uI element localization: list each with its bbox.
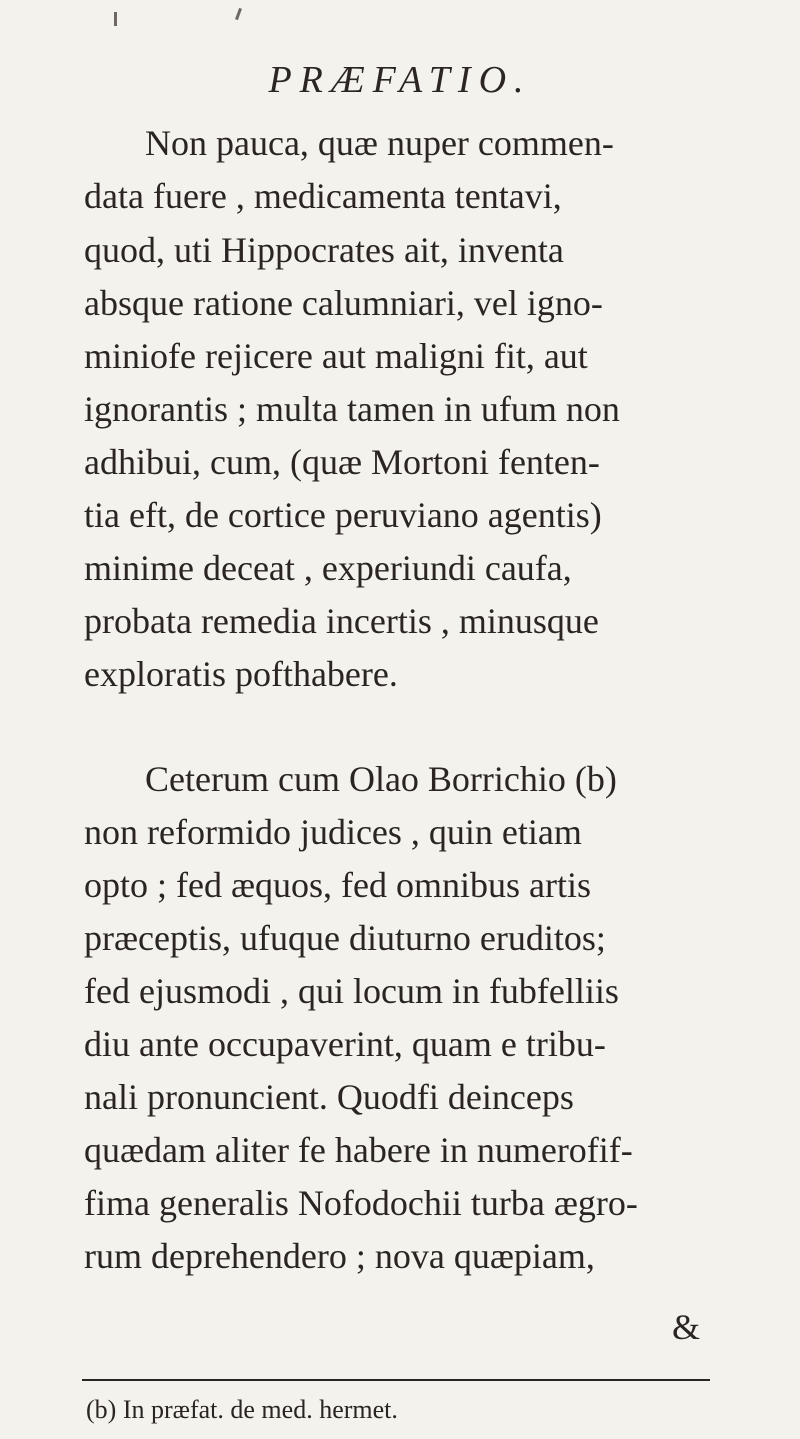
text-line-content: probata remedia incertis , minusque	[84, 601, 599, 641]
footnote: (b) In præfat. de med. hermet.	[86, 1395, 398, 1424]
print-speck	[114, 12, 117, 26]
catchword: &	[672, 1307, 701, 1347]
text-line-content: fima generalis Nofodochii turba ægro-	[84, 1183, 638, 1223]
text-line-content: quædam aliter fe habere in numerofif-	[84, 1130, 633, 1170]
text-line-content: præceptis, ufuque diuturno eruditos;	[84, 918, 606, 958]
text-line-content: rum deprehendero ; nova quæpiam,	[84, 1236, 595, 1276]
text-line-content: ignorantis ; multa tamen in ufum non	[84, 389, 620, 429]
text-line-content: fed ejusmodi , qui locum in fubfelliis	[84, 971, 619, 1011]
text-line-content: data fuere , medicamenta tentavi,	[84, 176, 562, 216]
text-line-content: non reformido judices , quin etiam	[84, 812, 582, 852]
running-title: PRÆFATIO.	[268, 59, 532, 101]
text-line-content: miniofe rejicere aut maligni fit, aut	[84, 336, 588, 376]
text-line-content: tia eft, de cortice peruviano agentis)	[84, 495, 602, 535]
print-speck	[235, 8, 242, 20]
text-line-content: opto ; fed æquos, fed omnibus artis	[84, 865, 591, 905]
text-line-content: exploratis pofthabere.	[84, 654, 398, 694]
text-line-content: absque ratione calumniari, vel igno-	[84, 283, 603, 323]
text-line-content: diu ante occupaverint, quam e tribu-	[84, 1024, 606, 1064]
footnote-rule	[82, 1379, 710, 1381]
text-line-content: Ceterum cum Olao Borrichio (b)	[145, 759, 617, 799]
text-line-content: quod, uti Hippocrates ait, inventa	[84, 230, 564, 270]
text-line-content: nali pronuncient. Quodfi deinceps	[84, 1077, 574, 1117]
text-line-content: Non pauca, quæ nuper commen-	[145, 123, 614, 163]
text-line-content: minime deceat , experiundi caufa,	[84, 548, 572, 588]
text-line-content: adhibui, cum, (quæ Mortoni fenten-	[84, 442, 600, 482]
